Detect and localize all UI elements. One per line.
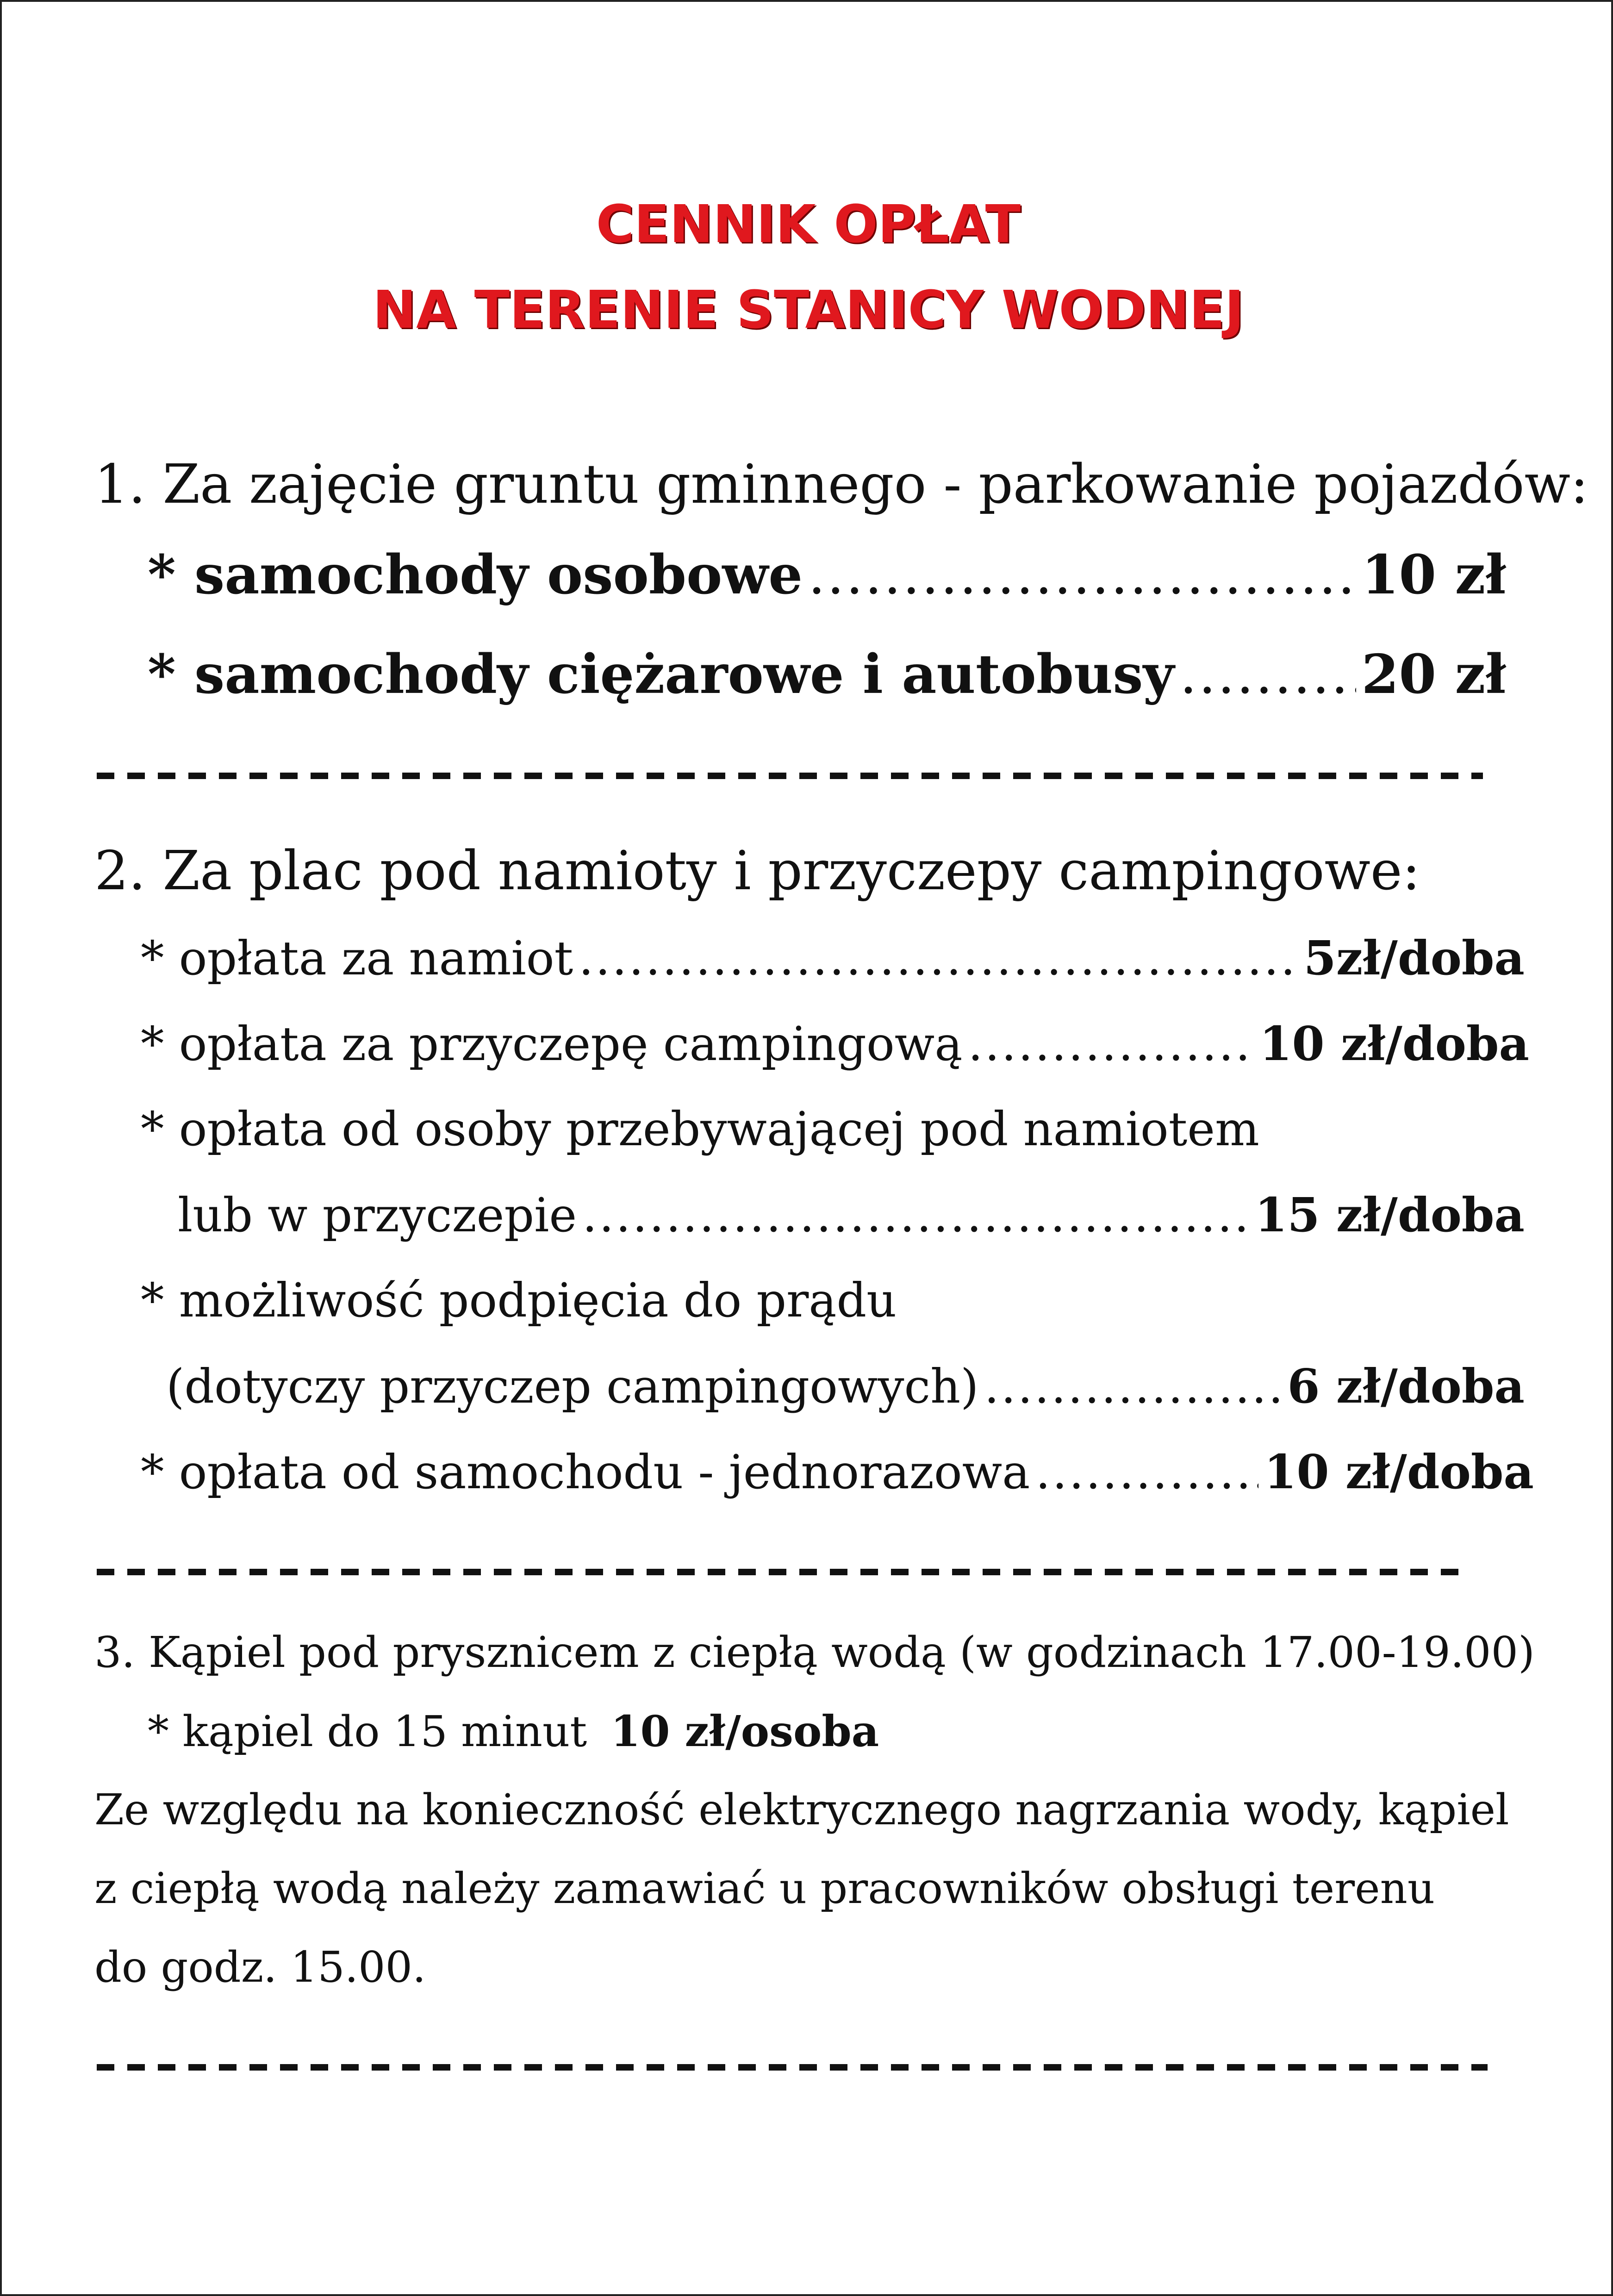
section2-item-caravan (141, 1016, 1529, 1071)
dashed-separator-1 (97, 773, 1483, 779)
section2-item-person (178, 1187, 1525, 1242)
item-label: lub w przyczepie (178, 1188, 577, 1242)
item-label: * opłata za namiot (141, 931, 573, 986)
title-line-1: CENNIK OPŁAT (596, 194, 1021, 255)
title-line-2: NA TERENIE STANICY WODNEJ (373, 280, 1244, 340)
dot-leader (1035, 1449, 1258, 1496)
item-price: 5zł/doba (1303, 930, 1525, 986)
item-price: 15 zł/doba (1255, 1187, 1525, 1242)
dot-leader (968, 1021, 1254, 1067)
section2-item-car-fee (141, 1444, 1534, 1499)
dot-leader (808, 549, 1356, 602)
section2-heading: 2. Za plac pod namioty i przyczepy campingowe: (94, 840, 1420, 902)
section3-heading: 3. Kąpiel pod prysznicem z ciepłą wodą (w godzinach 17.00-19.00) (94, 1628, 1535, 1677)
item-price: 10 zł/doba (1259, 1016, 1529, 1071)
dot-leader (1180, 648, 1356, 702)
section2-item-power-line1: * możliwość podpięcia do prądu (141, 1273, 897, 1328)
dot-leader (582, 1192, 1249, 1239)
item-label: * samochody osobowe (148, 543, 803, 606)
section2-item-tent (141, 930, 1525, 986)
section2-item-power (166, 1359, 1525, 1414)
item-price: 10 zł/osoba (610, 1706, 879, 1756)
item-label: * opłata za przyczepę campingową (141, 1017, 963, 1071)
item-label: * opłata od samochodu - jednorazowa (141, 1445, 1030, 1499)
item-label: * samochody ciężarowe i autobusy (148, 643, 1174, 706)
item-label: * kąpiel do 15 minut (148, 1707, 587, 1756)
dashed-separator-2 (97, 1569, 1467, 1575)
section2-item-person-line1: * opłata od osoby przebywającej pod namiotem (141, 1102, 1259, 1156)
section1-item-cars (148, 543, 1506, 606)
item-price: 10 zł (1361, 543, 1506, 606)
item-price: 10 zł/doba (1264, 1444, 1534, 1499)
item-price: 20 zł (1361, 643, 1506, 706)
section3-note-line-3: do godz. 15.00. (94, 1942, 426, 1992)
section3-item (148, 1706, 879, 1756)
section3-note-line-1: Ze względu na konieczność elektrycznego nagrzania wody, kąpiel (94, 1785, 1509, 1834)
section1-item-trucks (148, 643, 1506, 706)
dashed-separator-3 (97, 2064, 1488, 2071)
dot-leader (579, 935, 1298, 982)
item-price: 6 zł/doba (1287, 1359, 1525, 1414)
section3-note-line-2: z ciepłą wodą należy zamawiać u pracowników obsługi terenu (94, 1864, 1435, 1913)
item-label: (dotyczy przyczep campingowych) (166, 1359, 979, 1414)
section1-heading: 1. Za zajęcie gruntu gminnego - parkowanie pojazdów: (94, 453, 1589, 516)
dot-leader (984, 1363, 1282, 1410)
